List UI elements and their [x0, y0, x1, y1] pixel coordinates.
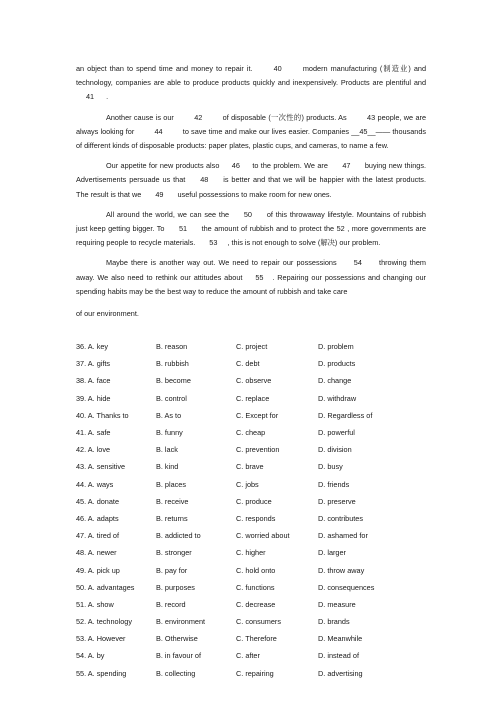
option-b: B. places [156, 479, 187, 489]
option-c: C. responds [236, 513, 276, 523]
option-d: D. friends [318, 479, 350, 489]
option-row [76, 424, 436, 441]
option-b: B. funny [156, 428, 183, 438]
blank-46: 46 [231, 161, 240, 171]
option-d: D. measure [318, 599, 356, 609]
option-c: C. prevention [236, 445, 280, 455]
option-row [76, 647, 436, 664]
option-c: C. produce [236, 496, 272, 506]
option-row [76, 407, 436, 424]
text: thousands of different kinds of disposable products: paper plates, plastic cups, and cameras, to name a few. [76, 126, 427, 151]
option-b: B. purposes [156, 582, 195, 592]
blank-41: 41 [86, 92, 95, 102]
option-a: 37. A. gifts [76, 359, 111, 369]
option-d: D. larger [318, 548, 346, 558]
option-row [76, 441, 436, 458]
option-d: D. ashamed for [318, 531, 368, 541]
option-b: B. stronger [156, 548, 192, 558]
option-c: C. worried about [236, 531, 290, 541]
option-b: B. record [156, 599, 186, 609]
option-d: D. contributes [318, 513, 364, 523]
option-b: B. reason [156, 342, 188, 352]
blank-52: 52 [336, 224, 345, 234]
text: Maybe there is another way out. We need to repair our possessions [106, 258, 337, 268]
option-d: D. withdraw [318, 393, 357, 403]
blank-42: 42 [194, 112, 203, 122]
option-row [76, 476, 436, 493]
option-a: 40. A. Thanks to [76, 410, 129, 420]
option-d: D. throw away [318, 565, 365, 575]
option-d: D. problem [318, 342, 354, 352]
option-d: D. advertising [318, 668, 363, 678]
option-a: 39. A. hide [76, 393, 111, 403]
text: . Repairing our possessions and changing our spending habits may be the best way to reduce the amount of rubbish and take care [76, 272, 426, 296]
option-a: 48. A. newer [76, 548, 117, 558]
option-a: 45. A. donate [76, 496, 120, 506]
option-a: 38. A. face [76, 376, 111, 386]
option-b: B. receive [156, 496, 189, 506]
option-c: C. replace [236, 393, 270, 403]
text: modern manufacturing (制造业) [302, 64, 411, 73]
option-b: B. collecting [156, 668, 196, 678]
option-row [76, 561, 436, 578]
option-b: B. Otherwise [156, 634, 198, 644]
option-a: 49. A. pick up [76, 565, 120, 575]
paragraph-5 [76, 256, 426, 299]
option-c: C. functions [236, 582, 275, 592]
option-c: C. hold onto [236, 565, 276, 575]
option-b: B. As to [156, 410, 182, 420]
option-b: B. control [156, 393, 187, 403]
option-d: D. busy [318, 462, 343, 472]
option-row [76, 355, 436, 372]
option-a: 51. A. show [76, 599, 114, 609]
blank-47: 47 [342, 161, 351, 171]
option-c: C. after [236, 651, 260, 661]
paragraph-1 [76, 62, 426, 105]
option-c: C. Except for [236, 410, 279, 420]
option-a: 53. A. However [76, 634, 126, 644]
option-row [76, 527, 436, 544]
option-c: C. repairing [236, 668, 274, 678]
option-a: 42. A. love [76, 445, 111, 455]
option-b: B. kind [156, 462, 179, 472]
text: the amount of rubbish and to protect the [201, 224, 335, 234]
option-row [76, 613, 436, 630]
option-a: 55. A. spending [76, 668, 127, 678]
option-c: C. debt [236, 359, 260, 369]
option-c: C. jobs [236, 479, 259, 489]
text: an object than to spend time and money to repair it. [76, 64, 253, 73]
text: . [106, 92, 109, 102]
option-row [76, 390, 436, 407]
blank-55: 55 [255, 272, 264, 282]
option-d: D. products [318, 359, 356, 369]
text: to save time and make our lives easier. Companies [182, 126, 350, 136]
text: of this throwaway lifestyle. Mountains of rubbish just keep getting bigger. To [76, 209, 426, 234]
option-d: D. powerful [318, 428, 355, 438]
text: people, we are always looking for [76, 112, 427, 136]
option-b: B. returns [156, 513, 188, 523]
option-b: B. environment [156, 617, 206, 627]
text: useful possessions to make room for new ones. [177, 189, 332, 199]
option-row [76, 665, 436, 682]
blank-50: 50 [243, 209, 252, 219]
option-a: 43. A. sensitive [76, 462, 126, 472]
option-d: D. change [318, 376, 352, 386]
option-a: 47. A. tired of [76, 531, 119, 541]
text: plentiful and [385, 78, 427, 88]
option-b: B. in favour of [156, 651, 202, 661]
option-row [76, 510, 436, 527]
option-d: D. Meanwhile [318, 634, 363, 644]
option-a: 54. A. by [76, 651, 105, 661]
option-c: C. project [236, 342, 268, 352]
answer-options [76, 338, 436, 682]
option-b: B. become [156, 376, 191, 386]
text: to the problem. We are [252, 161, 328, 171]
option-c: C. higher [236, 548, 266, 558]
option-row [76, 458, 436, 475]
blank-45: __45__—— [351, 126, 391, 136]
option-row [76, 579, 436, 596]
option-b: B. pay for [156, 565, 188, 575]
text: and technology, companies are able to produce products quickly and inexpensively. Products are [76, 64, 427, 88]
blank-49: 49 [155, 189, 164, 199]
text: of disposable (一次性的) products. As [222, 112, 347, 122]
option-row [76, 596, 436, 613]
blank-43: 43 [367, 112, 376, 122]
option-a: 50. A. advantages [76, 582, 135, 592]
option-d: D. division [318, 445, 352, 455]
text: buying new things. Advertisements persuade us that [76, 161, 427, 185]
text: , more governments are requiring people to recycle materials. [76, 224, 427, 248]
option-row [76, 630, 436, 647]
text: , this is not enough to solve (解决) our problem. [227, 238, 381, 248]
option-c: C. decrease [236, 599, 276, 609]
option-b: B. lack [156, 445, 178, 455]
blank-40: 40 [273, 64, 282, 73]
option-c: C. consumers [236, 617, 282, 627]
text: is better and that we will be happier with the latest products. The result is that we [76, 175, 426, 199]
blank-44: 44 [154, 126, 163, 136]
option-row [76, 493, 436, 510]
option-c: C. Therefore [236, 634, 277, 644]
option-a: 52. A. technology [76, 617, 132, 627]
paragraph-5-end [76, 307, 426, 321]
option-d: D. brands [318, 617, 350, 627]
option-a: 44. A. ways [76, 479, 114, 489]
blank-54: 54 [353, 258, 362, 268]
text: Another cause is our [106, 112, 174, 122]
blank-48: 48 [200, 175, 209, 185]
text: Our appetite for new products also [106, 161, 220, 171]
option-b: B. rubbish [156, 359, 189, 369]
paragraph-3 [76, 159, 426, 202]
paragraph-2 [76, 111, 426, 154]
blank-51: 51 [178, 224, 188, 234]
option-d: D. instead of [318, 651, 359, 661]
option-c: C. observe [236, 376, 272, 386]
option-a: 46. A. adapts [76, 513, 119, 523]
paragraph-4 [76, 208, 426, 251]
option-row [76, 372, 436, 389]
text: throwing them away. We also need to rethink our attitudes about [76, 258, 426, 282]
option-a: 36. A. key [76, 342, 109, 352]
option-a: 41. A. safe [76, 428, 111, 438]
option-d: D. Regardless of [318, 410, 373, 420]
text: of our environment. [76, 309, 139, 319]
cloze-passage [76, 62, 426, 321]
option-c: C. brave [236, 462, 264, 472]
option-b: B. addicted to [156, 531, 201, 541]
blank-53: 53 [209, 238, 218, 248]
option-d: D. preserve [318, 496, 356, 506]
text: All around the world, we can see the [106, 209, 230, 219]
option-d: D. consequences [318, 582, 375, 592]
option-c: C. cheap [236, 428, 266, 438]
option-row [76, 544, 436, 561]
option-row [76, 338, 436, 355]
